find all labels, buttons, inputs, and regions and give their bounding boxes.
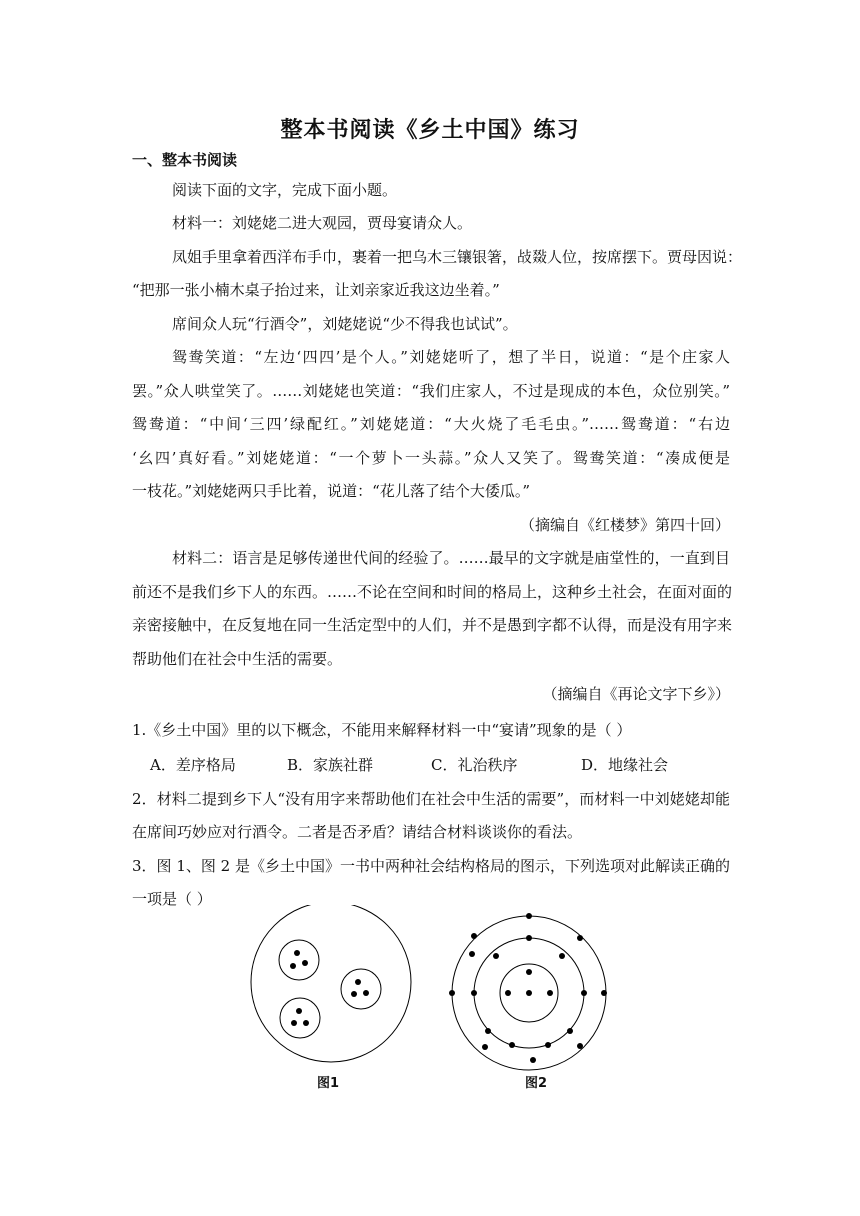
material1-line: ‘幺四’真好看。”刘姥姥道：“一个萝卜一头蒜。”众人又笑了。鸳鸯笑道：“凑成便是 [132,449,730,467]
page-title: 整本书阅读《乡土中国》练习 [280,117,580,143]
option-b[interactable]: B．家族社群 [287,756,374,774]
material1-line: 一枝花。”刘姥姥两只手比着，说道：“花儿落了结个大倭瓜。” [132,482,531,500]
figure-2-caption: 图2 [525,1076,548,1091]
question-1: 1.《乡土中国》里的以下概念，不能用来解释材料一中“宴请”现象的是（ ） [132,721,632,739]
material2-line: 前还不是我们乡下人的东西。……不论在空间和时间的格局上，这种乡土社会，在面对面的 [132,583,733,601]
fig1-outer-circle [251,905,411,1062]
fig1-dots [290,950,369,1026]
fig1-group-circle [341,969,381,1009]
question-3-line: 3．图 1、图 2 是《乡土中国》一书中两种社会结构格局的图示，下列选项对此解读正确的 [132,857,730,875]
material1-line: 凤姐手里拿着西洋布手巾，裹着一把乌木三镶银箸，敁敠人位，按席摆下。贾母因说： [172,248,743,266]
material1-heading: 材料一：刘姥姥二进大观园，贾母宴请众人。 [172,214,473,232]
figures-area [0,905,860,1105]
section-heading: 一、整本书阅读 [132,151,238,169]
figure-diagrams [0,905,860,1105]
intro-text: 阅读下面的文字，完成下面小题。 [172,181,398,199]
material1-line: 席间众人玩“行酒令”，刘姥姥说“少不得我也试试”。 [172,315,518,333]
figure-1-caption: 图1 [317,1076,340,1091]
material2-line: 帮助他们在社会中生活的需要。 [132,650,343,668]
material2-line: 材料二：语言是足够传递世代间的经验了。……最早的文字就是庙堂性的，一直到目 [172,549,730,567]
figure-1-diagram [251,905,411,1062]
question-3-line: 一项是（ ） [132,890,212,908]
question-1-options [150,754,710,776]
question-2-line: 2．材料二提到乡下人“没有用字来帮助他们在社会中生活的需要”，而材料一中刘姥姥却能 [132,790,730,808]
fig1-group-circle [279,940,319,980]
material1-line: “把那一张小楠木桌子抬过来，让刘亲家近我这边坐着。” [132,281,500,299]
option-d[interactable]: D．地缘社会 [581,756,669,774]
material1-source: （摘编自《红楼梦》第四十回） [519,516,730,534]
option-c[interactable]: C．礼治秩序 [431,756,518,774]
material1-line: 鸳鸯道：“中间‘三四’绿配红。”刘姥姥道：“大火烧了毛毛虫。”……鸳鸯道：“右边 [132,415,730,433]
material2-line: 亲密接触中，在反复地在同一生活定型中的人们，并不是愚到字都不认得，而是没有用字来 [132,616,733,634]
material1-line: 鸳鸯笑道：“左边‘四四’是个人。”刘姥姥听了，想了半日，说道：“是个庄家人 [172,348,730,366]
option-a[interactable]: A．差序格局 [150,756,236,774]
material2-source: （摘编自《再论文字下乡》） [542,685,730,703]
material1-line: 罢。”众人哄堂笑了。……刘姥姥也笑道：“我们庄家人，不过是现成的本色，众位别笑。” [132,382,730,400]
question-2-line: 在席间巧妙应对行酒令。二者是否矛盾？请结合材料谈谈你的看法。 [132,823,583,841]
fig1-group-circle [280,998,320,1038]
